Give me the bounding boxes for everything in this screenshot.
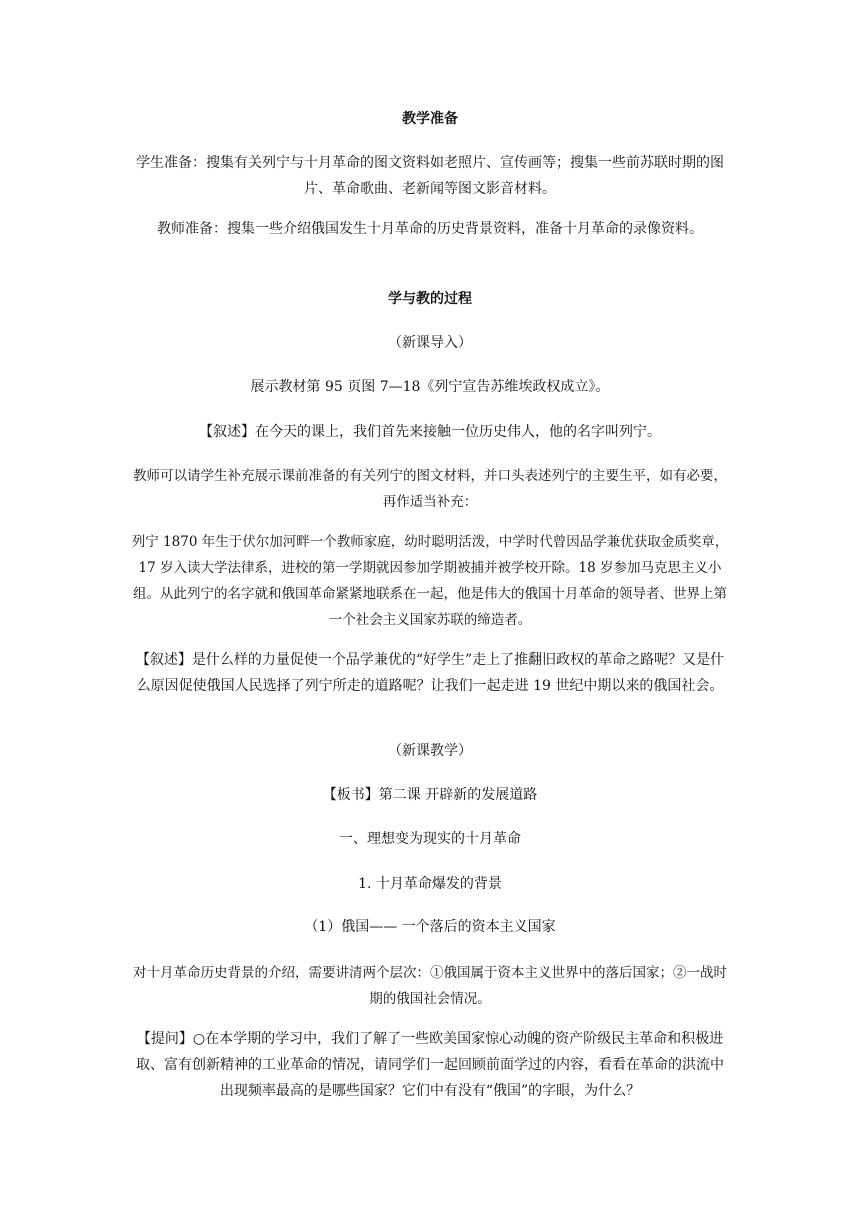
narration-1: 【叙述】在今天的课上，我们首先来接触一位历史伟人，他的名字叫列宁。 <box>199 424 661 440</box>
heading-process: 学与教的过程 <box>388 291 472 307</box>
student-prep-paragraph: 学生准备：搜集有关列宁与十月革命的图文资料如老照片、宣传画等；搜集一些前苏联时期的图片、革命歌曲、老新闻等图文影音材料。 <box>136 155 724 197</box>
heading-teaching-prep: 教学准备 <box>402 111 458 127</box>
subsection-1-1: （1）俄国—— 一个落后的资本主义国家 <box>304 919 556 935</box>
lenin-bio-paragraph: 列宁 1870 年生于伏尔加河畔一个教师家庭，幼时聪明活泼，中学时代曾因品学兼优获取金质奖章，17 岁入读大学法律系，进校的第一学期就因参加学期被捕并被学校开除。18 岁参加马克思主义小组。从此列宁的名字就和俄国革命紧紧地联系在一起，他是伟大的俄国十月革命的领导者、世界上第一个社会主义国家苏联的缔造者。 <box>131 534 729 628</box>
section-1-title: 一、理想变为现实的十月革命 <box>339 831 521 847</box>
question-paragraph: 【提问】○在本学期的学习中，我们了解了一些欧美国家惊心动魄的资产阶级民主革命和积极进取、富有创新精神的工业革命的情况，请同学们一起回顾前面学过的内容，看看在革命的洪流中出现频率最高的是哪些国家？它们中有没有“俄国”的字眼，为什么？ <box>136 1031 724 1099</box>
teacher-note-1: 教师可以请学生补充展示课前准备的有关列宁的图文材料，并口头表述列宁的主要生平，如有必要，再作适当补充： <box>133 468 727 510</box>
teaching-tag: （新课教学） <box>388 743 472 759</box>
show-textbook-line: 展示教材第 95 页图 7—18《列宁宣告苏维埃政权成立》。 <box>250 379 610 395</box>
teacher-prep-paragraph: 教师准备：搜集一些介绍俄国发生十月革命的历史背景资料，准备十月革命的录像资料。 <box>157 221 703 237</box>
intro-tag: （新课导入） <box>388 335 472 351</box>
narration-2: 【叙述】是什么样的力量促使一个品学兼优的“好学生”走上了推翻旧政权的革命之路呢？又是什么原因促使俄国人民选择了列宁所走的道路呢？让我们一起走进 19 世纪中期以来的俄国社会。 <box>135 652 725 694</box>
board-title: 【板书】第二课 开辟新的发展道路 <box>322 787 538 803</box>
subsection-1: 1. 十月革命爆发的背景 <box>358 876 502 892</box>
teacher-note-2: 对十月革命历史背景的介绍，需要讲清两个层次：①俄国属于资本主义世界中的落后国家；②一战时期的俄国社会情况。 <box>133 965 727 1007</box>
